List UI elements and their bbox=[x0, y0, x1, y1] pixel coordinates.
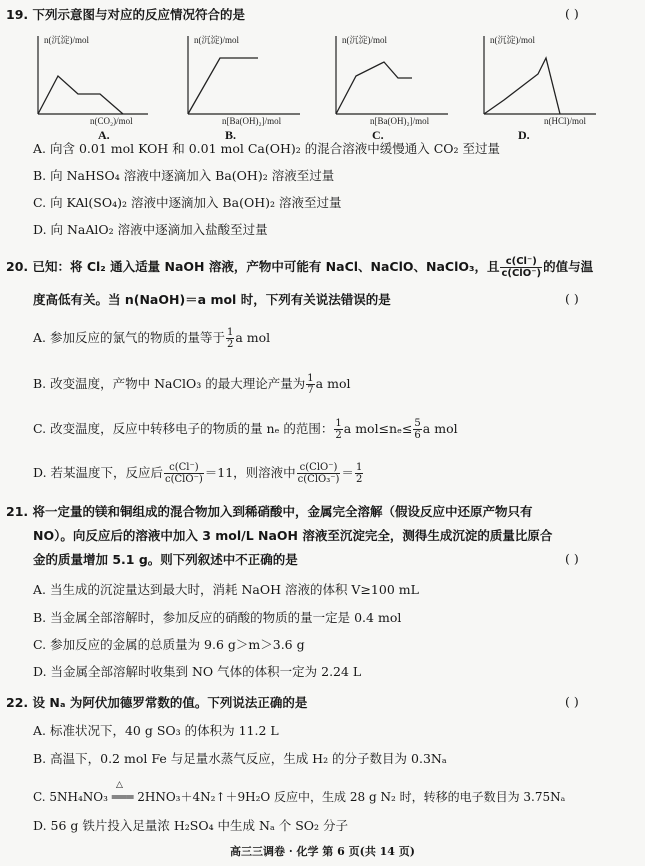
graph-d-letter: D. bbox=[518, 128, 530, 142]
q21-option-d: D. 当金属全部溶解时收集到 NO 气体的体积一定为 2.24 L bbox=[33, 664, 362, 679]
graph-d-xlabel: n(HCl)/mol bbox=[544, 116, 586, 126]
q19-option-d: D. 向 NaAlO₂ 溶液中逐滴加入盐酸至过量 bbox=[33, 222, 268, 237]
graph-a-ylabel: n(沉淀)/mol bbox=[44, 35, 89, 45]
q20-answer-paren: ( ) bbox=[565, 291, 579, 306]
q21-stem-line1: 21. 将一定量的镁和铜组成的混合物加入到稀硝酸中，金属完全溶解（假设反应中还原产物只有 bbox=[6, 504, 533, 519]
q22-option-b: B. 高温下，0.2 mol Fe 与足量水蒸气反应，生成 H₂ 的分子数目为 0.3Nₐ bbox=[33, 751, 447, 766]
q20-stem-line2: 度高低有关。当 n(NaOH)＝a mol 时，下列有关说法错误的是 bbox=[33, 292, 391, 307]
graph-b-ylabel: n(沉淀)/mol bbox=[194, 35, 239, 45]
q19-option-c: C. 向 KAl(SO₄)₂ 溶液中逐滴加入 Ba(OH)₂ 溶液至过量 bbox=[33, 195, 342, 210]
q19-answer-paren: ( ) bbox=[565, 6, 579, 21]
graph-a-xlabel: n(CO₂)/mol bbox=[90, 116, 133, 126]
graph-c-letter: C. bbox=[372, 128, 384, 142]
q20-option-c: C. 改变温度，反应中转移电子的物质的量 nₑ 的范围： $\frac{1}{2}$ a mol≤nₑ≤ $\frac{5}{6}$ a mol bbox=[33, 418, 458, 441]
graph-b-letter: B. bbox=[225, 128, 237, 142]
q21-option-b: B. 当金属全部溶解时，参加反应的硝酸的物质的量一定是 0.4 mol bbox=[33, 610, 402, 625]
q21-option-a: A. 当生成的沉淀量达到最大时，消耗 NaOH 溶液的体积 V≥100 mL bbox=[33, 582, 419, 597]
graph-d bbox=[474, 28, 604, 128]
q22-stem: 22. 设 Nₐ 为阿伏加德罗常数的值。下列说法正确的是 bbox=[6, 695, 308, 710]
heat-triangle-icon: △ bbox=[116, 780, 123, 790]
q19-stem: 19. 下列示意图与对应的反应情况符合的是 bbox=[6, 7, 245, 22]
q22-option-c: C. 5NH₄NO₃ ═══ 2HNO₃＋4N₂↑＋9H₂O 反应中，生成 28 g N₂ 时，转移的电子数目为 3.75Nₐ bbox=[33, 790, 566, 804]
q20-option-b: B. 改变温度，产物中 NaClO₃ 的最大理论产量为 $\frac{1}{7}$ a mol bbox=[33, 373, 351, 396]
q21-answer-paren: ( ) bbox=[565, 551, 579, 566]
q20-stem-fraction: $\frac{c(Cl^-)}{\text{c(ClO⁻)}}$ bbox=[501, 256, 542, 279]
q19-option-b: B. 向 NaHSO₄ 溶液中逐滴加入 Ba(OH)₂ 溶液至过量 bbox=[33, 168, 335, 183]
graph-d-ylabel: n(沉淀)/mol bbox=[490, 35, 535, 45]
graph-c bbox=[326, 28, 456, 128]
q22-answer-paren: ( ) bbox=[565, 694, 579, 709]
graph-b bbox=[178, 28, 308, 128]
q21-stem-line2: NO）。向反应后的溶液中加入 3 mol/L NaOH 溶液至沉淀完全，测得生成沉淀的质量比原合 bbox=[33, 528, 553, 543]
q22-option-a: A. 标准状况下，40 g SO₃ 的体积为 11.2 L bbox=[33, 723, 279, 738]
graph-c-ylabel: n(沉淀)/mol bbox=[342, 35, 387, 45]
page-footer: 高三三调卷 · 化学 第 6 页(共 14 页) bbox=[229, 845, 415, 858]
graph-c-xlabel: n[Ba(OH)₂]/mol bbox=[370, 116, 430, 126]
q21-stem-line3: 金的质量增加 5.1 g。则下列叙述中不正确的是 bbox=[33, 552, 298, 567]
q20-option-a: A. 参加反应的氯气的物质的量等于 $\frac{1}{2}$ a mol bbox=[33, 327, 271, 350]
q19-option-a: A. 向含 0.01 mol KOH 和 0.01 mol Ca(OH)₂ 的混合溶液中缓慢通入 CO₂ 至过量 bbox=[33, 141, 501, 156]
graph-b-xlabel: n[Ba(OH)₂]/mol bbox=[222, 116, 282, 126]
q20-option-d: D. 若某温度下，反应后 $\frac{c(Cl^-)}{\text{c(ClO⁻)}}$ ＝11，则溶液中 $\frac{\text{c(ClO⁻)}}{\text{c(ClO₃⁻)}}$ ＝ $\frac{1}{2}$ bbox=[33, 462, 363, 485]
q20-stem-line1: 20. 已知：将 Cl₂ 通入适量 NaOH 溶液，产物中可能有 NaCl、NaClO、NaClO₃，且 $\frac{c(Cl^-)}{\text{c(ClO⁻)}}$ 的值与温 bbox=[6, 256, 594, 279]
q21-option-c: C. 参加反应的金属的总质量为 9.6 g＞m＞3.6 g bbox=[33, 637, 305, 652]
q22-option-d: D. 56 g 铁片投入足量浓 H₂SO₄ 中生成 Nₐ 个 SO₂ 分子 bbox=[33, 818, 349, 833]
graph-a bbox=[28, 28, 158, 128]
graph-a-letter: A. bbox=[98, 128, 110, 142]
